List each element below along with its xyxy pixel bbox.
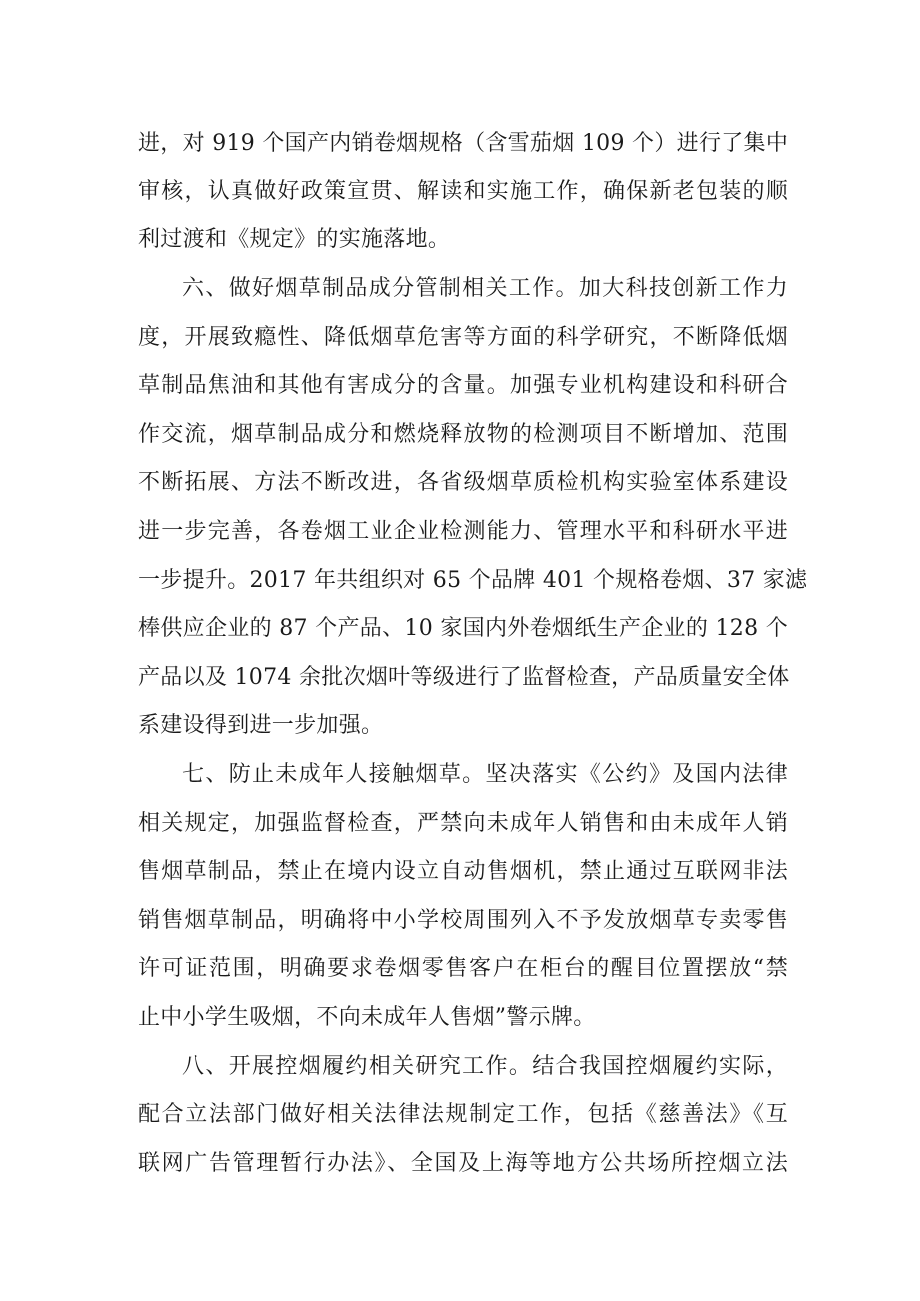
text-line: 售烟草制品，禁止在境内设立自动售烟机，禁止通过互联网非法 [138, 859, 788, 884]
text-line: 止中小学生吸烟，不向未成年人售烟”警示牌。 [138, 1005, 596, 1030]
text-line: 度，开展致瘾性、降低烟草危害等方面的科学研究，不断降低烟 [138, 325, 788, 350]
text-line: 作交流，烟草制品成分和燃烧释放物的检测项目不断增加、范围 [138, 422, 788, 447]
text-line: 联网广告管理暂行办法》、全国及上海等地方公共场所控烟立法 [138, 1151, 788, 1176]
text-line: 产品以及 1074 余批次烟叶等级进行了监督检查，产品质量安全体 [138, 665, 790, 690]
text-line: 不断拓展、方法不断改进，各省级烟草质检机构实验室体系建设 [138, 470, 788, 495]
text-line: 草制品焦油和其他有害成分的含量。加强专业机构建设和科研合 [138, 373, 788, 398]
text-line: 进一步完善，各卷烟工业企业检测能力、管理水平和科研水平进 [138, 519, 788, 544]
text-line: 进，对 919 个国产内销卷烟规格（含雪茄烟 109 个）进行了集中 [138, 131, 789, 156]
paragraph-start-line: 六、做好烟草制品成分管制相关工作。加大科技创新工作力 [182, 276, 788, 301]
paragraph-start-line: 七、防止未成年人接触烟草。坚决落实《公约》及国内法律 [182, 762, 788, 787]
text-line: 审核，认真做好政策宣贯、解读和实施工作，确保新老包装的顺 [138, 179, 788, 204]
text-line: 许可证范围，明确要求卷烟零售客户在柜台的醒目位置摆放“禁 [138, 956, 788, 981]
text-line: 利过渡和《规定》的实施落地。 [138, 227, 451, 252]
text-line: 棒供应企业的 87 个产品、10 家国内外卷烟纸生产企业的 128 个 [138, 616, 788, 641]
text-line: 系建设得到进一步加强。 [138, 713, 384, 738]
text-line: 一步提升。2017 年共组织对 65 个品牌 401 个规格卷烟、37 家滤 [138, 568, 808, 593]
text-line: 相关规定，加强监督检查，严禁向未成年人销售和由未成年人销 [138, 811, 788, 836]
text-line: 销售烟草制品，明确将中小学校周围列入不予发放烟草专卖零售 [138, 908, 788, 933]
text-line: 配合立法部门做好相关法律法规制定工作，包括《慈善法》《互 [138, 1102, 788, 1127]
paragraph-start-line: 八、开展控烟履约相关研究工作。结合我国控烟履约实际， [182, 1054, 788, 1079]
